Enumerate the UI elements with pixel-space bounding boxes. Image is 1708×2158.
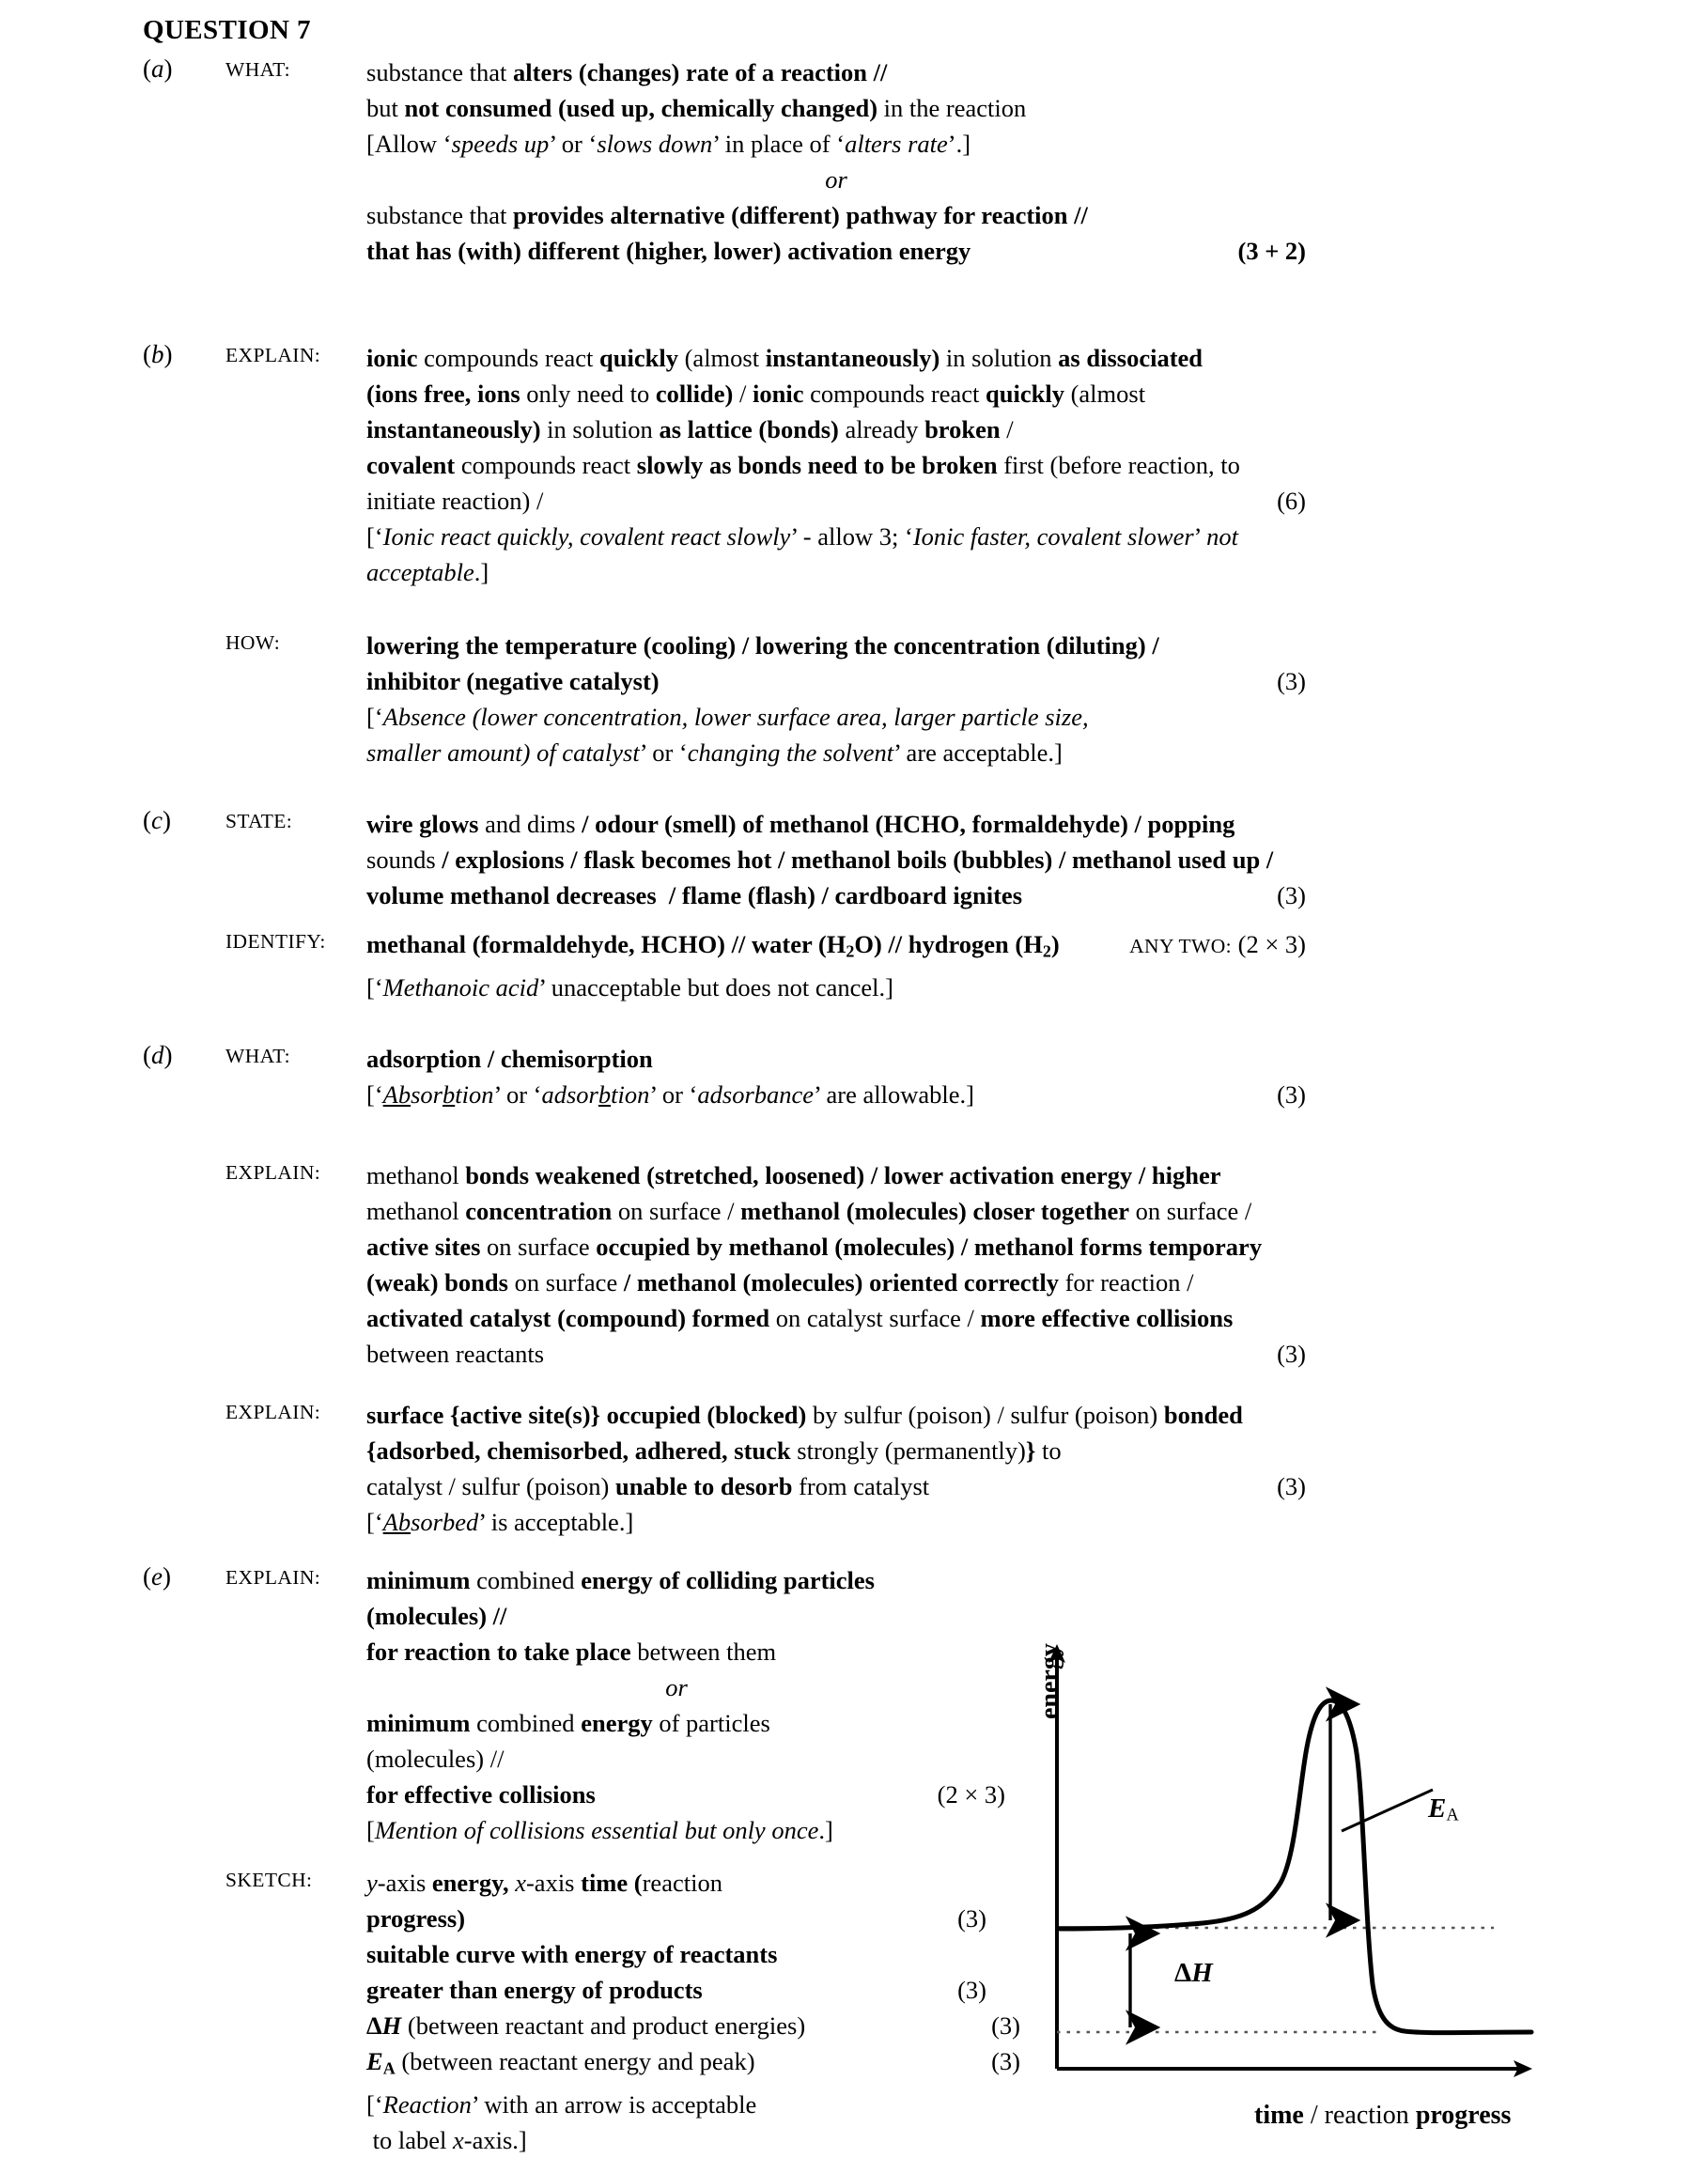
answer-line: initiate reaction) / (6) bbox=[366, 483, 1306, 519]
answer-line: [‘Ionic react quickly, covalent react slowly’ - allow 3; ‘Ionic faster, covalent slower’ not bbox=[366, 522, 1238, 551]
answer-line: lowering the temperature (cooling) / lowering the concentration (diluting) / bbox=[366, 631, 1159, 660]
part-label-spacer bbox=[143, 1865, 225, 1867]
part-label-spacer bbox=[143, 926, 225, 928]
ea-leader-line bbox=[1342, 1790, 1433, 1831]
part-label-b: (b) bbox=[143, 340, 173, 368]
marks-a: (3 + 2) bbox=[1237, 237, 1306, 265]
cue-explain-d2: EXPLAIN: bbox=[225, 1401, 321, 1423]
answer-line: acceptable.] bbox=[366, 558, 489, 586]
x-axis-label-progress: progress bbox=[1415, 2101, 1512, 2130]
cue-what-d: WHAT: bbox=[225, 1045, 290, 1067]
marks-b-how: (3) bbox=[1277, 667, 1306, 695]
part-label-e: (e) bbox=[143, 1562, 171, 1591]
answer-line: instantaneously) in solution as lattice (bonds) already broken / bbox=[366, 415, 1014, 443]
answer-line: [‘Absorbtion’ or ‘adsorbtion’ or ‘adsorbance’ are allowable.] (3) bbox=[366, 1077, 1306, 1112]
answer-line: substance that alters (changes) rate of a reaction // bbox=[366, 58, 888, 86]
activation-energy-label bbox=[1428, 1795, 1459, 1824]
ea-subscript: A bbox=[1446, 1805, 1459, 1825]
part-d-explain2-row bbox=[143, 1397, 1306, 1540]
part-e-sketch-row bbox=[143, 1865, 1020, 2158]
answer-line: smaller amount) of catalyst’ or ‘changing the solvent’ are acceptable.] bbox=[366, 738, 1063, 767]
answer-line: inhibitor (negative catalyst) (3) bbox=[366, 663, 1306, 699]
part-label-d: (d) bbox=[143, 1041, 173, 1069]
answer-line: sounds / explosions / flask becomes hot / methanol boils (bubbles) / methanol used up / bbox=[366, 846, 1274, 874]
answer-line: activated catalyst (compound) formed on catalyst surface / more effective collisions bbox=[366, 1304, 1234, 1332]
answer-line: between reactants (3) bbox=[366, 1336, 1306, 1372]
part-a-row bbox=[143, 54, 1306, 269]
answer-line: [‘Reaction’ with an arrow is acceptable bbox=[366, 2089, 757, 2119]
answer-line: that has (with) different (higher, lower) activation energy (3 + 2) bbox=[366, 233, 1306, 269]
answer-line: suitable curve with energy of reactants bbox=[366, 1940, 778, 1968]
marks-b-explain: (6) bbox=[1277, 487, 1306, 515]
part-label-a: (a) bbox=[143, 54, 173, 83]
x-axis-label-time: time bbox=[1254, 2101, 1304, 2130]
marks-c-identify bbox=[1129, 926, 1306, 964]
answer-line: (weak) bonds on surface / methanol (molecules) oriented correctly for reaction / bbox=[366, 1268, 1194, 1296]
marks-c-state: (3) bbox=[1277, 881, 1306, 909]
part-label-spacer bbox=[143, 1397, 225, 1399]
part-d-explain1-row bbox=[143, 1157, 1306, 1372]
answer-line: for reaction to take place between them bbox=[366, 1638, 777, 1666]
answer-line: methanol concentration on surface / methanol (molecules) closer together on surface / bbox=[366, 1197, 1252, 1225]
answer-line: covalent compounds react slowly as bonds need to be broken first (before reaction, to bbox=[366, 451, 1240, 479]
part-e-explain-body bbox=[366, 1562, 1005, 1848]
part-a-body bbox=[366, 54, 1306, 269]
part-b-explain-body bbox=[366, 340, 1306, 590]
marks-d-explain2: (3) bbox=[1277, 1472, 1306, 1500]
part-b-explain-row bbox=[143, 340, 1306, 590]
cue-how-b: HOW: bbox=[225, 631, 281, 654]
answer-line: to label x-axis.] bbox=[366, 2125, 527, 2154]
part-d-explain2-body bbox=[366, 1397, 1306, 1540]
answer-line: volume methanol decreases / flame (flash) / cardboard ignites (3) bbox=[366, 877, 1306, 913]
ea-symbol: E bbox=[1428, 1793, 1447, 1824]
answer-line: for effective collisions (2 × 3) bbox=[366, 1777, 986, 1812]
part-b-how-body bbox=[366, 628, 1306, 770]
marks-value: (2 × 3) bbox=[1237, 930, 1306, 958]
x-axis-label bbox=[1254, 2103, 1511, 2129]
answer-line: substance that provides alternative (different) pathway for reaction // bbox=[366, 201, 1088, 229]
marks-sketch-curve: (3) bbox=[957, 1976, 986, 2004]
x-axis bbox=[1057, 2060, 1532, 2077]
cue-state-c: STATE: bbox=[225, 810, 293, 832]
x-axis-label-reaction: reaction bbox=[1324, 2101, 1416, 2130]
answer-line: ionic compounds react quickly (almost instantaneously) in solution as dissociated bbox=[366, 344, 1203, 372]
y-axis-label: energy bbox=[1035, 1643, 1064, 1719]
answer-line: greater than energy of products (3) bbox=[366, 1972, 986, 2008]
x-axis-label-sep: / bbox=[1303, 2101, 1325, 2130]
answer-line: (molecules) // bbox=[366, 1745, 505, 1773]
marks-prefix-any-two: ANY TWO: bbox=[1129, 935, 1233, 957]
part-d-what-body bbox=[366, 1041, 1306, 1112]
marks-d-explain1: (3) bbox=[1277, 1340, 1306, 1368]
answer-line: {adsorbed, chemisorbed, adhered, stuck strongly (permanently)} to bbox=[366, 1436, 1062, 1465]
part-label-spacer bbox=[143, 628, 225, 629]
answer-line: [Mention of collisions essential but only once.] bbox=[366, 1816, 833, 1844]
answer-line: adsorption / chemisorption bbox=[366, 1045, 653, 1073]
delta-symbol: Δ bbox=[1174, 1958, 1192, 1988]
cue-explain-e: EXPLAIN: bbox=[225, 1566, 321, 1589]
marks-e-explain: (2 × 3) bbox=[937, 1780, 1005, 1809]
part-label-c: (c) bbox=[143, 806, 171, 834]
enthalpy-change-label bbox=[1174, 1960, 1213, 1987]
answer-line: active sites on surface occupied by methanol (molecules) / methanol forms temporary bbox=[366, 1233, 1263, 1261]
part-c-state-body bbox=[366, 806, 1306, 913]
answer-line: wire glows and dims / odour (smell) of methanol (HCHO, formaldehyde) / popping bbox=[366, 810, 1235, 838]
cue-sketch-e: SKETCH: bbox=[225, 1869, 313, 1891]
answer-line: y-axis energy, x-axis time (reaction bbox=[366, 1869, 722, 1897]
answer-line: [‘Methanoic acid’ unacceptable but does not cancel.] bbox=[366, 972, 893, 1001]
part-c-identify-body bbox=[366, 926, 1306, 1005]
cue-explain-b: EXPLAIN: bbox=[225, 344, 321, 366]
marks-sketch-dh: (3) bbox=[991, 2011, 1020, 2040]
page-title: QUESTION 7 bbox=[143, 15, 311, 45]
answer-line: but not consumed (used up, chemically changed) in the reaction bbox=[366, 94, 1027, 122]
answer-line: methanol bonds weakened (stretched, loosened) / lower activation energy / higher bbox=[366, 1161, 1221, 1189]
marks-sketch-axes: (3) bbox=[957, 1904, 986, 1933]
answer-line: catalyst / sulfur (poison) unable to desorb from catalyst (3) bbox=[366, 1468, 1306, 1504]
marks-d-what: (3) bbox=[1277, 1080, 1306, 1109]
answer-line: surface {active site(s)} occupied (blocked) by sulfur (poison) / sulfur (poison) bonded bbox=[366, 1401, 1243, 1429]
part-label-spacer bbox=[143, 1157, 225, 1159]
answer-line: [‘Absence (lower concentration, lower surface area, larger particle size, bbox=[366, 703, 1089, 731]
answer-line-or: or bbox=[665, 1673, 688, 1701]
answer-line: ΔH (between reactant and product energies) (3) bbox=[366, 2008, 986, 2043]
answer-line: $E_A$ (between reactant energy and peak) (3) bbox=[366, 2043, 986, 2087]
marks-sketch-ea: (3) bbox=[991, 2047, 1020, 2075]
answer-line: (ions free, ions only need to collide) / ionic compounds react quickly (almost bbox=[366, 380, 1146, 408]
energy-profile-svg bbox=[1029, 1637, 1639, 2149]
part-e-explain-row bbox=[143, 1562, 1005, 1848]
answer-line: methanal (formaldehyde, HCHO) // water $(H_2O)$ // hydrogen $(H_2)$ ANY TWO: (2 × 3) bbox=[366, 926, 1306, 970]
cue-explain-d1: EXPLAIN: bbox=[225, 1161, 321, 1184]
part-b-how-row bbox=[143, 628, 1306, 770]
part-c-state-row bbox=[143, 806, 1306, 913]
part-e-sketch-body bbox=[366, 1865, 1020, 2158]
answer-line: minimum combined energy of particles bbox=[366, 1709, 770, 1737]
answer-line: progress) (3) bbox=[366, 1901, 986, 1936]
part-c-identify-row bbox=[143, 926, 1306, 1005]
h-symbol: H bbox=[1191, 1958, 1213, 1988]
part-d-what-row bbox=[143, 1041, 1306, 1112]
answer-line: minimum combined energy of colliding particles (molecules) // bbox=[366, 1566, 875, 1630]
answer-line: [Allow ‘speeds up’ or ‘slows down’ in place of ‘alters rate’.] bbox=[366, 130, 971, 158]
energy-profile-diagram bbox=[1029, 1637, 1639, 2149]
answer-line: [‘Absorbed’ is acceptable.] bbox=[366, 1508, 634, 1536]
answer-line-or: or bbox=[825, 165, 847, 194]
part-d-explain1-body bbox=[366, 1157, 1306, 1372]
cue-identify-c: IDENTIFY: bbox=[225, 930, 326, 953]
cue-what-a: WHAT: bbox=[225, 58, 290, 81]
